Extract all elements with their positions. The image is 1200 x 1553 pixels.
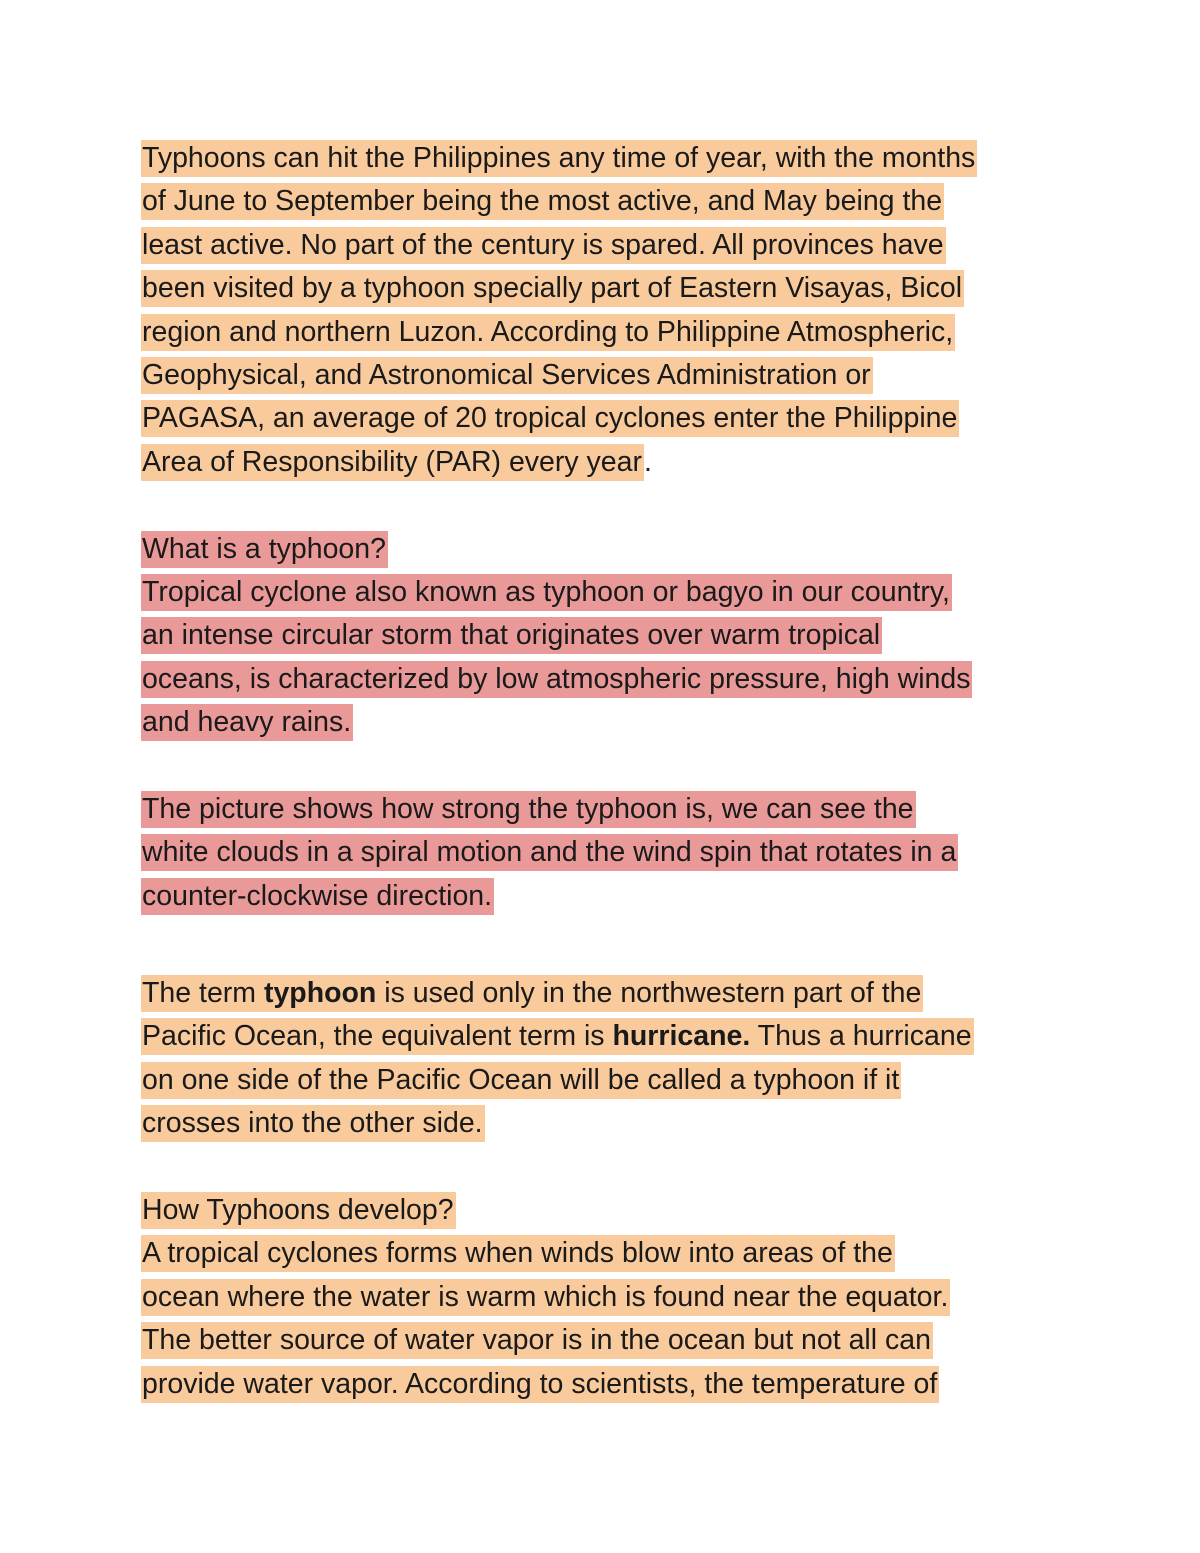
term-hurricane-bold: hurricane. — [612, 1020, 751, 1053]
develop-line: provide water vapor. According to scientists, the temperature of — [141, 1366, 939, 1403]
intro-final-period: . — [644, 445, 652, 478]
document-page — [141, 137, 1071, 1406]
definition-line: and heavy rains. — [141, 704, 353, 741]
intro-paragraph — [141, 137, 1071, 484]
develop-line: A tropical cyclones forms when winds blow into areas of the — [141, 1235, 895, 1272]
intro-line: been visited by a typhoon specially part of Eastern Visayas, Bicol — [141, 270, 964, 307]
intro-line: Geophysical, and Astronomical Services Administration or — [141, 357, 873, 394]
term-text: is used only in the northwestern part of the — [376, 977, 922, 1010]
what-is-typhoon-section — [141, 528, 1071, 745]
intro-line: Area of Responsibility (PAR) every year — [141, 444, 644, 481]
intro-line: Typhoons can hit the Philippines any time of year, with the months — [141, 140, 977, 177]
intro-line: region and northern Luzon. According to Philippine Atmospheric, — [141, 314, 955, 351]
intro-line: least active. No part of the century is spared. All provinces have — [141, 227, 946, 264]
definition-line: Tropical cyclone also known as typhoon or bagyo in our country, — [141, 574, 952, 611]
term-line — [141, 1018, 974, 1055]
term-line: crosses into the other side. — [141, 1105, 485, 1142]
term-line: on one side of the Pacific Ocean will be called a typhoon if it — [141, 1062, 901, 1099]
develop-line: The better source of water vapor is in the ocean but not all can — [141, 1322, 933, 1359]
intro-line: of June to September being the most active, and May being the — [141, 183, 944, 220]
term-typhoon-bold: typhoon — [263, 977, 377, 1010]
picture-paragraph — [141, 788, 1071, 918]
term-paragraph — [141, 972, 1071, 1146]
term-line — [141, 975, 923, 1012]
term-text: The term — [142, 977, 264, 1010]
develop-line: ocean where the water is warm which is found near the equator. — [141, 1279, 950, 1316]
definition-line: oceans, is characterized by low atmospheric pressure, high winds — [141, 661, 972, 698]
intro-line: PAGASA, an average of 20 tropical cyclones enter the Philippine — [141, 400, 959, 437]
develop-heading: How Typhoons develop? — [141, 1192, 456, 1229]
picture-line: The picture shows how strong the typhoon is, we can see the — [141, 791, 916, 828]
definition-line: an intense circular storm that originates over warm tropical — [141, 617, 882, 654]
term-text: Thus a hurricane — [750, 1020, 972, 1053]
what-is-typhoon-heading: What is a typhoon? — [141, 531, 388, 568]
develop-section — [141, 1189, 1071, 1406]
picture-line: white clouds in a spiral motion and the wind spin that rotates in a — [141, 834, 958, 871]
picture-line: counter-clockwise direction. — [141, 878, 494, 915]
term-text: Pacific Ocean, the equivalent term is — [142, 1020, 613, 1053]
